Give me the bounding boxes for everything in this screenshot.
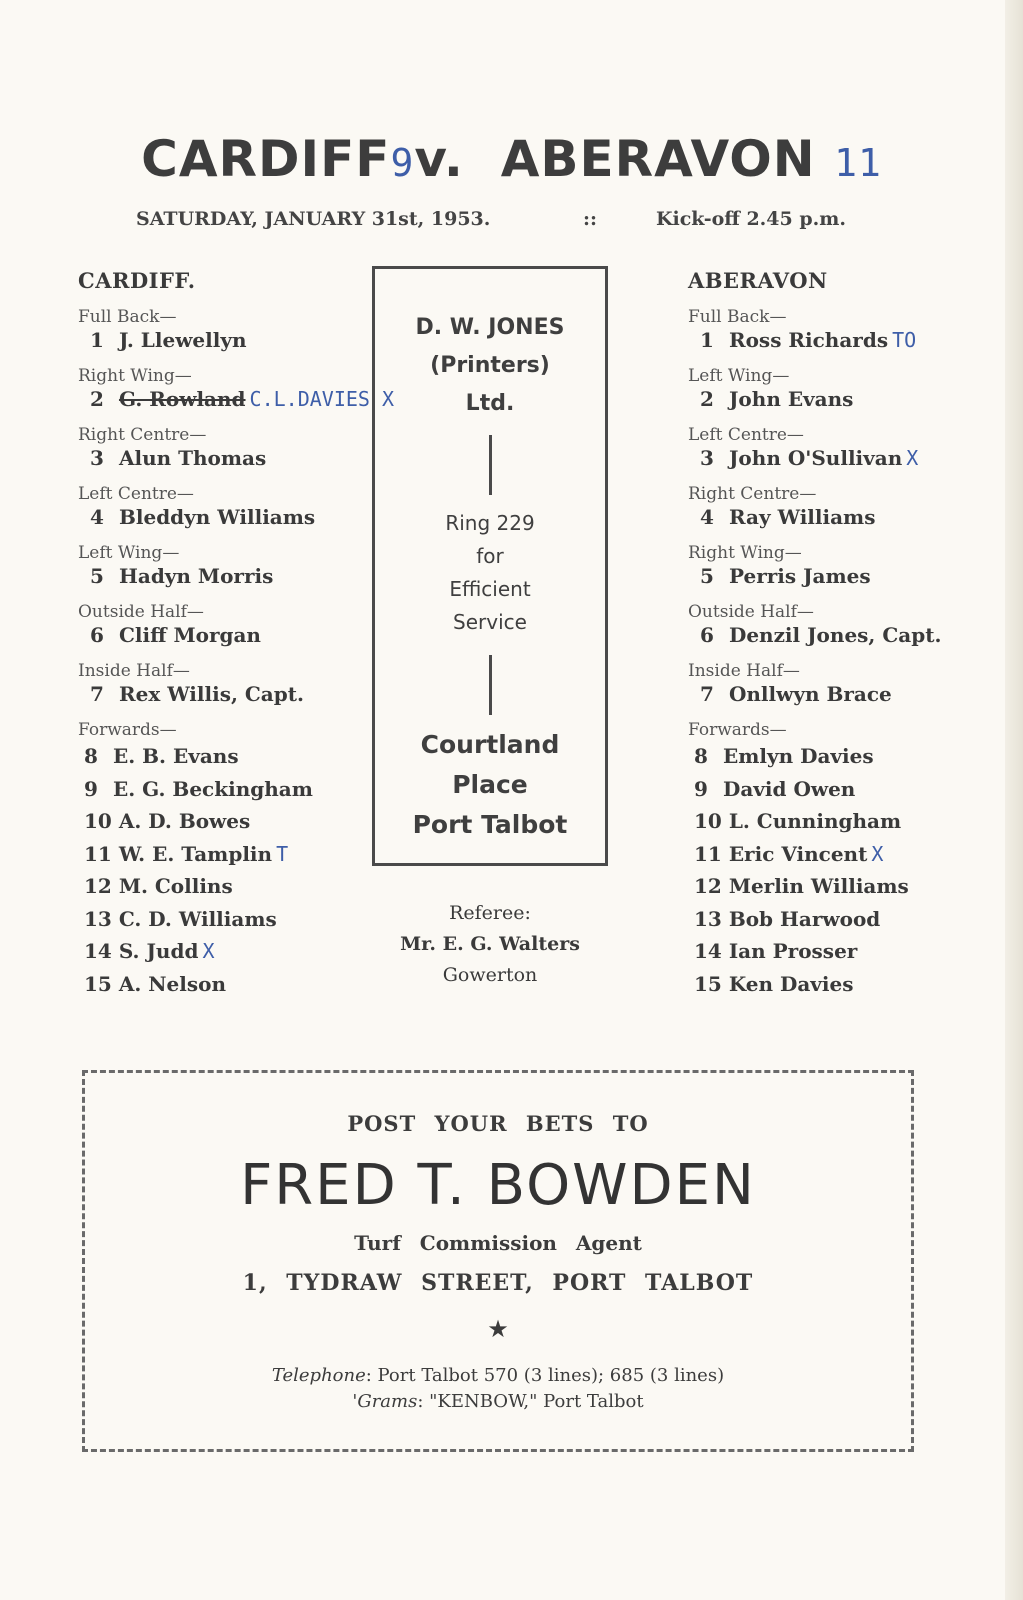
player-row bbox=[688, 445, 1008, 471]
player-name: Denzil Jones, Capt. bbox=[728, 623, 942, 647]
home-team-title: CARDIFF bbox=[141, 130, 391, 188]
player-name: A. Nelson bbox=[118, 971, 226, 996]
player-number: 8 bbox=[84, 744, 98, 768]
handwritten-mark: TO bbox=[892, 328, 917, 352]
player-name: M. Collins bbox=[118, 874, 233, 898]
forward-row bbox=[688, 773, 1008, 806]
forward-row bbox=[688, 870, 1008, 903]
player-name-struck: G. Rowland bbox=[118, 387, 246, 411]
player-row bbox=[688, 681, 1008, 707]
referee-block bbox=[372, 898, 608, 991]
divider bbox=[489, 435, 492, 495]
player-name: Cliff Morgan bbox=[118, 623, 261, 647]
telephone-line bbox=[85, 1365, 911, 1386]
star-icon: ★ bbox=[487, 1315, 509, 1343]
player-number: 13 bbox=[694, 906, 722, 931]
home-score-handwritten: 9 bbox=[390, 141, 415, 185]
position-label: Right Centre— bbox=[688, 484, 817, 504]
player-name: Onllwyn Brace bbox=[728, 682, 892, 706]
player-number: 5 bbox=[700, 564, 714, 588]
player-name: Ross Richards bbox=[728, 328, 889, 352]
bookmaker-address: 1, TYDRAW STREET, PORT TALBOT bbox=[242, 1270, 754, 1296]
service-line: Efficient bbox=[449, 577, 531, 601]
player-number: 2 bbox=[90, 387, 104, 411]
player-number: 11 bbox=[694, 841, 722, 866]
player-number: 14 bbox=[694, 939, 722, 963]
address-line: Courtland bbox=[420, 730, 560, 759]
versus: v. bbox=[414, 130, 464, 188]
position-label: Outside Half— bbox=[688, 602, 814, 622]
printer-name-line: Ltd. bbox=[465, 391, 515, 416]
position-label: Inside Half— bbox=[688, 661, 800, 681]
bookmaker-advert bbox=[82, 1070, 914, 1452]
forward-row bbox=[688, 740, 1008, 773]
service-line: for bbox=[476, 544, 504, 568]
separator: :: bbox=[583, 208, 598, 230]
player-number: 2 bbox=[700, 387, 714, 411]
player-name: Ken Davies bbox=[728, 971, 854, 996]
player-number: 15 bbox=[694, 971, 722, 996]
player-number: 10 bbox=[694, 809, 722, 833]
player-number: 9 bbox=[84, 776, 98, 801]
player-row bbox=[78, 386, 395, 412]
player-number: 1 bbox=[700, 328, 714, 352]
printer-name bbox=[375, 309, 605, 423]
position-label: Left Wing— bbox=[688, 366, 790, 386]
player-row bbox=[78, 445, 378, 471]
player-number: 7 bbox=[90, 682, 104, 706]
position-label: Right Centre— bbox=[78, 425, 207, 445]
forwards-label: Forwards— bbox=[78, 720, 177, 740]
player-name: Ian Prosser bbox=[728, 939, 858, 963]
position-label: Full Back— bbox=[688, 307, 787, 327]
address-line: Port Talbot bbox=[412, 810, 568, 839]
telephone-label: Telephone bbox=[271, 1365, 366, 1386]
player-name: Alun Thomas bbox=[118, 446, 267, 470]
player-name: J. Llewellyn bbox=[118, 328, 247, 352]
player-name: Ray Williams bbox=[728, 505, 876, 529]
player-number: 4 bbox=[700, 505, 714, 529]
service-line: Service bbox=[453, 610, 527, 634]
player-name: C. D. Williams bbox=[118, 906, 277, 931]
match-title bbox=[0, 130, 1023, 188]
aberavon-heading: ABERAVON bbox=[688, 268, 828, 293]
referee-town: Gowerton bbox=[442, 964, 538, 986]
forward-row bbox=[78, 935, 378, 968]
dateline bbox=[136, 208, 876, 230]
player-number: 11 bbox=[84, 841, 112, 866]
handwritten-mark: X bbox=[871, 841, 884, 866]
forward-row bbox=[688, 805, 1008, 838]
player-name: S. Judd bbox=[118, 939, 199, 963]
printer-service bbox=[375, 507, 605, 639]
player-row bbox=[688, 327, 1008, 353]
forward-row bbox=[78, 903, 378, 936]
player-name: Bob Harwood bbox=[728, 906, 881, 931]
telegram-line bbox=[85, 1391, 911, 1412]
forward-row bbox=[78, 740, 378, 773]
player-row bbox=[78, 681, 378, 707]
forward-row bbox=[688, 935, 1008, 968]
cardiff-heading: CARDIFF. bbox=[78, 268, 196, 293]
player-number: 6 bbox=[700, 623, 714, 647]
player-name: A. D. Bowes bbox=[118, 809, 251, 833]
player-row bbox=[78, 504, 378, 530]
player-name: David Owen bbox=[722, 776, 856, 801]
player-number: 4 bbox=[90, 505, 104, 529]
player-name: Emlyn Davies bbox=[722, 744, 874, 768]
player-number: 7 bbox=[700, 682, 714, 706]
player-name: Rex Willis, Capt. bbox=[118, 682, 304, 706]
forward-row bbox=[78, 805, 378, 838]
player-number: 5 bbox=[90, 564, 104, 588]
aberavon-team-list bbox=[688, 268, 1008, 1000]
position-label: Inside Half— bbox=[78, 661, 190, 681]
player-row bbox=[78, 563, 378, 589]
player-name: John O'Sullivan bbox=[728, 446, 903, 470]
printer-advert bbox=[372, 266, 608, 866]
referee-name: Mr. E. G. Walters bbox=[400, 933, 580, 955]
player-number: 14 bbox=[84, 939, 112, 963]
player-name: Merlin Williams bbox=[728, 874, 909, 898]
player-name: Hadyn Morris bbox=[118, 564, 274, 588]
position-label: Left Centre— bbox=[78, 484, 194, 504]
forward-row bbox=[78, 968, 378, 1001]
position-label: Right Wing— bbox=[688, 543, 802, 563]
bookmaker-role: Turf Commission Agent bbox=[354, 1231, 642, 1255]
advert-heading: POST YOUR BETS TO bbox=[347, 1111, 649, 1136]
position-label: Right Wing— bbox=[78, 366, 192, 386]
player-name: L. Cunningham bbox=[728, 809, 902, 833]
player-name: John Evans bbox=[728, 387, 854, 411]
printer-address bbox=[375, 725, 605, 845]
forward-row bbox=[78, 870, 378, 903]
printer-name-line: (Printers) bbox=[430, 353, 550, 378]
player-number: 13 bbox=[84, 906, 112, 931]
forward-row bbox=[688, 838, 1008, 871]
forwards-label: Forwards— bbox=[688, 720, 787, 740]
away-score-handwritten: 11 bbox=[834, 141, 882, 185]
address-line: Place bbox=[452, 770, 528, 799]
player-number: 1 bbox=[90, 328, 104, 352]
handwritten-mark: X bbox=[906, 446, 919, 470]
cardiff-team-list bbox=[78, 268, 395, 1000]
player-number: 9 bbox=[694, 776, 708, 801]
player-number: 3 bbox=[90, 446, 104, 470]
service-line: Ring 229 bbox=[445, 511, 535, 535]
printer-name-line: D. W. JONES bbox=[415, 315, 565, 340]
forward-row bbox=[78, 773, 378, 806]
forward-row bbox=[688, 968, 1008, 1001]
player-row bbox=[688, 504, 1008, 530]
match-date: SATURDAY, JANUARY 31st, 1953. bbox=[136, 208, 491, 230]
position-label: Outside Half— bbox=[78, 602, 204, 622]
telegram-value: : "KENBOW," Port Talbot bbox=[417, 1391, 644, 1412]
telephone-value: : Port Talbot 570 (3 lines); 685 (3 lines) bbox=[365, 1365, 725, 1386]
player-name: Bleddyn Williams bbox=[118, 505, 316, 529]
away-team-title: ABERAVON bbox=[500, 130, 816, 188]
player-name: E. B. Evans bbox=[112, 744, 239, 768]
player-name: Eric Vincent bbox=[728, 841, 868, 866]
handwritten-replacement: C.L.DAVIES X bbox=[249, 387, 395, 411]
player-number: 10 bbox=[84, 809, 112, 833]
player-name: E. G. Beckingham bbox=[112, 776, 313, 801]
forward-row bbox=[78, 838, 378, 871]
handwritten-mark: T bbox=[276, 841, 289, 866]
player-row bbox=[78, 327, 378, 353]
player-row bbox=[688, 563, 1008, 589]
player-number: 3 bbox=[700, 446, 714, 470]
player-row bbox=[688, 622, 1008, 648]
handwritten-mark: X bbox=[202, 939, 215, 963]
telegram-label: 'Grams bbox=[352, 1391, 418, 1412]
forward-row bbox=[688, 903, 1008, 936]
position-label: Left Wing— bbox=[78, 543, 180, 563]
position-label: Full Back— bbox=[78, 307, 177, 327]
bookmaker-name: FRED T. BOWDEN bbox=[240, 1153, 756, 1218]
player-row bbox=[78, 622, 378, 648]
player-number: 6 bbox=[90, 623, 104, 647]
player-number: 12 bbox=[694, 874, 722, 898]
player-number: 15 bbox=[84, 971, 112, 996]
position-label: Left Centre— bbox=[688, 425, 804, 445]
player-number: 8 bbox=[694, 744, 708, 768]
player-row bbox=[688, 386, 1008, 412]
player-name: Perris James bbox=[728, 564, 871, 588]
referee-label: Referee: bbox=[449, 902, 531, 924]
kickoff-time: Kick-off 2.45 p.m. bbox=[656, 208, 846, 230]
player-number: 12 bbox=[84, 874, 112, 898]
player-name: W. E. Tamplin bbox=[118, 841, 273, 866]
divider bbox=[489, 655, 492, 715]
